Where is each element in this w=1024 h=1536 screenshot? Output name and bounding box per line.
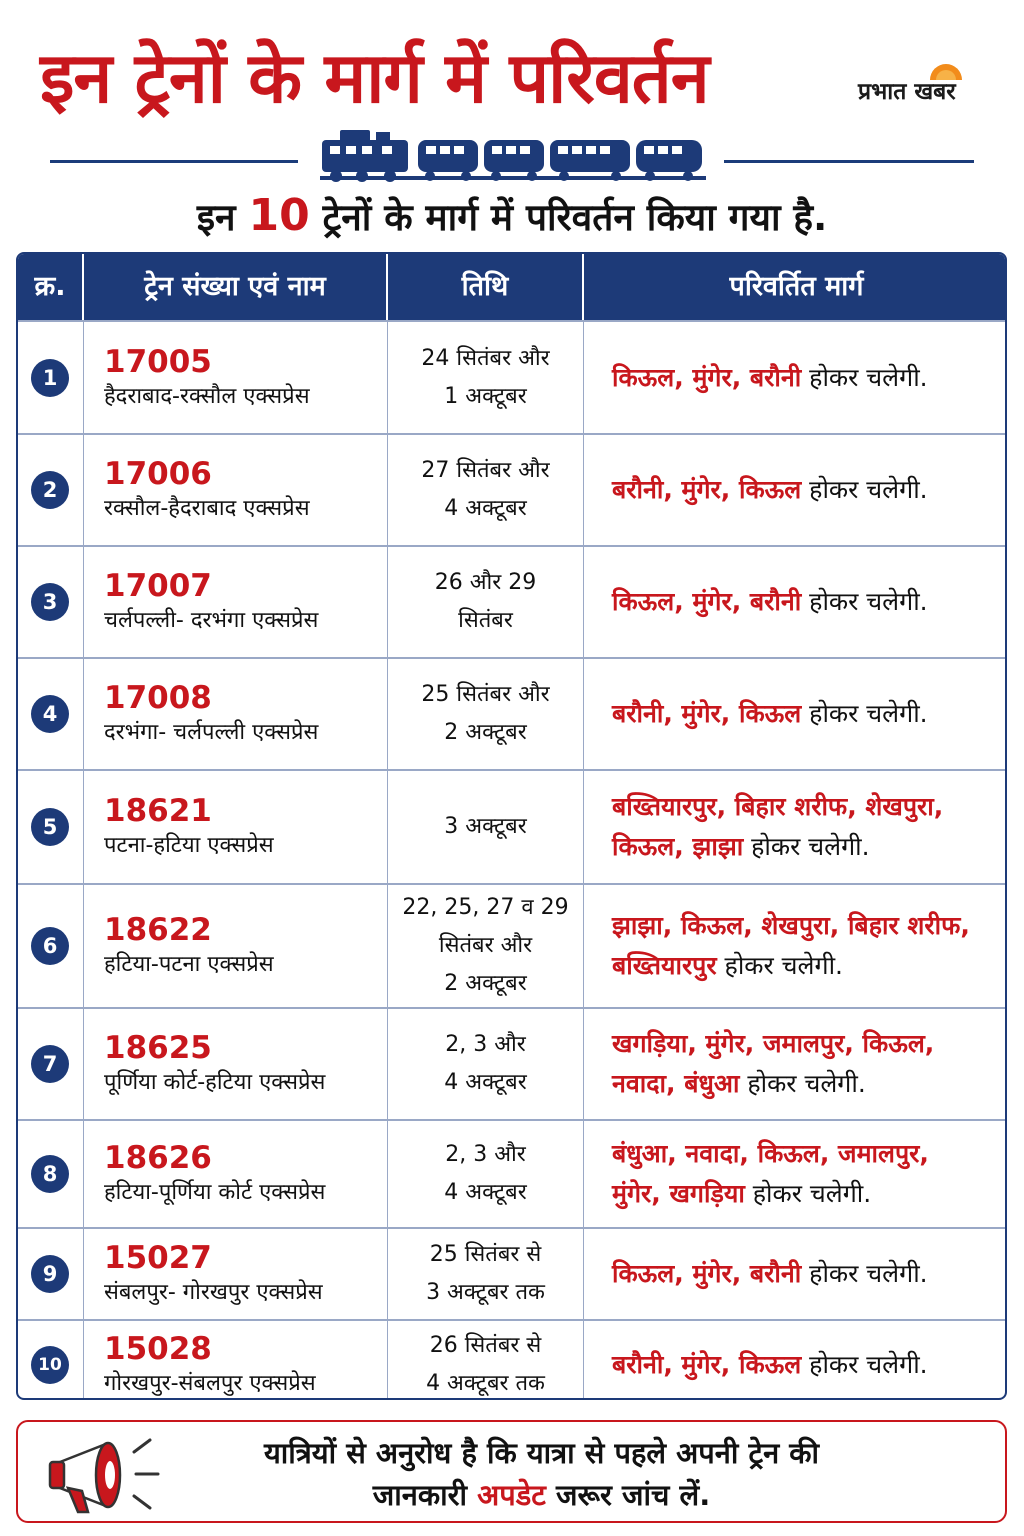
train-info [104, 911, 381, 981]
train-info [104, 1029, 381, 1099]
date-line: 4 अक्टूबर [444, 1070, 527, 1095]
train-name: गोरखपुर-संबलपुर एक्सप्रेस [104, 1371, 316, 1396]
table-row [18, 883, 1005, 1007]
date-line: 25 सितंबर से [429, 1242, 542, 1267]
serial-cell [18, 1121, 84, 1227]
date-line: 2 अक्टूबर [444, 971, 527, 996]
train-name: पूर्णिया कोर्ट-हटिया एक्सप्रेस [104, 1070, 326, 1095]
date-cell [388, 659, 584, 769]
train-name: रक्सौल-हैदराबाद एक्सप्रेस [104, 496, 310, 521]
date-text [392, 1136, 579, 1212]
route-places: किऊल, मुंगेर, बरौनी [612, 587, 802, 616]
serial-badge: 10 [31, 1346, 69, 1384]
train-info [104, 343, 381, 413]
date-cell [388, 1229, 584, 1319]
train-info [104, 1139, 381, 1209]
route-line [612, 1174, 999, 1214]
subtitle-count: 10 [248, 190, 310, 241]
serial-cell [18, 885, 84, 1007]
route-text [612, 694, 999, 734]
route-suffix: होकर चलेगी. [739, 1069, 866, 1098]
train-name: हटिया-पटना एक्सप्रेस [104, 952, 274, 977]
train-info [104, 1239, 381, 1309]
notice-text [208, 1432, 875, 1516]
train-info [104, 679, 381, 749]
train-number: 18622 [104, 912, 212, 948]
table-row [18, 1119, 1005, 1227]
route-line [612, 358, 999, 398]
date-cell [388, 1009, 584, 1119]
date-cell [388, 771, 584, 883]
serial-badge: 1 [31, 359, 69, 397]
route-suffix: होकर चलेगी. [801, 362, 928, 392]
serial-cell [18, 322, 84, 433]
route-suffix: होकर चलेगी. [716, 951, 844, 980]
train-name: पटना-हटिया एक्सप्रेस [104, 833, 274, 858]
serial-badge: 5 [31, 808, 69, 846]
route-text [612, 1024, 999, 1104]
date-cell [388, 885, 584, 1007]
route-change-table [16, 252, 1007, 1400]
route-suffix: होकर चलेगी. [801, 1259, 928, 1288]
date-line: 4 अक्टूबर तक [426, 1371, 545, 1396]
date-line: 3 अक्टूबर तक [426, 1280, 545, 1305]
table-row [18, 433, 1005, 545]
notice-line-2-start: जानकारी [372, 1478, 478, 1512]
serial-cell [18, 547, 84, 657]
date-line: 22, 25, 27 व 29 [402, 895, 569, 920]
train-info [104, 792, 381, 862]
route-places: बरौनी, मुंगेर, किऊल [612, 699, 802, 728]
route-places: मुंगेर, खगड़िया [612, 1179, 745, 1208]
subtitle-after: ट्रेनों के मार्ग में परिवर्तन किया गया है. [309, 196, 828, 239]
table-row [18, 1007, 1005, 1119]
serial-cell [18, 771, 84, 883]
route-places: नवादा, बंधुआ [612, 1069, 740, 1098]
date-text [392, 564, 579, 640]
table-header [18, 254, 1005, 320]
serial-badge: 7 [31, 1045, 69, 1083]
train-name: हटिया-पूर्णिया कोर्ट एक्सप्रेस [104, 1180, 326, 1205]
route-line [612, 1064, 999, 1104]
serial-cell [18, 659, 84, 769]
train-name: संबलपुर- गोरखपुर एक्सप्रेस [104, 1280, 323, 1305]
train-cell [84, 771, 388, 883]
serial-cell [18, 1229, 84, 1319]
route-places: बख्तियारपुर [612, 951, 717, 980]
route-places: किऊल, झाझा [612, 832, 744, 861]
route-places: बरौनी, मुंगेर, किऊल [612, 475, 802, 504]
route-cell [584, 322, 1007, 433]
serial-cell [18, 1009, 84, 1119]
brand-logo [858, 60, 1008, 110]
route-suffix: होकर चलेगी. [744, 1179, 872, 1208]
train-cell [84, 435, 388, 545]
notice-highlight: अपडेट [477, 1478, 546, 1512]
date-line: 26 और 29 [434, 570, 537, 595]
serial-badge: 2 [31, 471, 69, 509]
route-text [612, 787, 999, 867]
date-text [392, 676, 579, 752]
route-suffix: होकर चलेगी. [801, 587, 928, 616]
date-text [392, 452, 579, 528]
date-line: 4 अक्टूबर [444, 496, 527, 521]
route-cell [584, 659, 1007, 769]
route-places: बख्तियारपुर, बिहार शरीफ, शेखपुरा, [612, 792, 944, 821]
serial-badge: 6 [31, 927, 69, 965]
train-info [104, 1330, 381, 1400]
serial-badge: 8 [31, 1155, 69, 1193]
route-suffix: होकर चलेगी. [801, 699, 928, 728]
table-row [18, 1227, 1005, 1319]
date-line: 27 सितंबर और [421, 458, 550, 483]
route-line [612, 1134, 999, 1174]
route-line [612, 827, 999, 867]
divider-line-right [724, 160, 974, 163]
date-text [392, 340, 579, 416]
header-route: परिवर्तित मार्ग [729, 271, 864, 302]
train-number: 17005 [104, 343, 212, 380]
route-line [612, 1254, 999, 1294]
train-cell [84, 1229, 388, 1319]
notice-line-2 [208, 1474, 875, 1516]
divider-line-left [50, 160, 298, 163]
train-info [104, 455, 381, 525]
train-number: 15028 [104, 1331, 212, 1367]
date-line: 1 अक्टूबर [444, 383, 527, 409]
date-text [392, 1236, 579, 1312]
table-row [18, 320, 1005, 433]
route-cell [584, 1009, 1007, 1119]
route-places: बरौनी, मुंगेर, किऊल [612, 1350, 802, 1379]
header-date: तिथि [388, 254, 584, 320]
serial-cell [18, 435, 84, 545]
route-text [612, 1345, 999, 1385]
route-cell [584, 771, 1007, 883]
date-text [392, 889, 579, 1003]
serial-cell [18, 1321, 84, 1400]
date-text [392, 1327, 579, 1400]
train-info [104, 567, 381, 637]
route-text [612, 1254, 999, 1294]
route-suffix: होकर चलेगी. [743, 832, 870, 861]
route-text [612, 358, 999, 398]
train-divider [0, 120, 1024, 190]
notice-line-1: यात्रियों से अनुरोध है कि यात्रा से पहले अपनी ट्रेन की [263, 1436, 820, 1470]
route-suffix: होकर चलेगी. [801, 1350, 928, 1379]
megaphone-icon [38, 1428, 178, 1520]
train-cell [84, 322, 388, 433]
date-line: 4 अक्टूबर [444, 1180, 527, 1205]
route-line [612, 582, 999, 622]
route-cell [584, 435, 1007, 545]
header [0, 0, 1024, 250]
route-line [612, 1345, 999, 1385]
route-suffix: होकर चलेगी. [801, 475, 928, 504]
date-line: 25 सितंबर और [421, 682, 550, 707]
date-line: 3 अक्टूबर [444, 814, 527, 839]
train-name: चर्लपल्ली- दरभंगा एक्सप्रेस [104, 608, 319, 633]
train-cell [84, 1121, 388, 1227]
train-number: 18621 [104, 793, 212, 829]
route-line [612, 906, 999, 946]
train-cell [84, 547, 388, 657]
header-serial: क्र. [18, 254, 84, 320]
train-number: 18625 [104, 1030, 212, 1066]
date-line: 26 सितंबर से [429, 1333, 542, 1358]
train-cell [84, 659, 388, 769]
train-icon [318, 126, 708, 188]
train-name: हैदराबाद-रक्सौल एक्सप्रेस [104, 383, 310, 409]
route-places: बंधुआ, नवादा, किऊल, जमालपुर, [612, 1139, 929, 1168]
train-number: 17008 [104, 680, 212, 716]
date-line: सितंबर और [438, 933, 533, 958]
header-train: ट्रेन संख्या एवं नाम [84, 254, 388, 320]
serial-badge: 3 [31, 583, 69, 621]
route-line [612, 946, 999, 986]
train-number: 17006 [104, 456, 212, 492]
train-number: 18626 [104, 1140, 212, 1176]
date-line: सितंबर [458, 608, 513, 633]
date-line: 2, 3 और [445, 1032, 526, 1057]
route-line [612, 470, 999, 510]
brand-name: प्रभात खबर [858, 79, 956, 105]
subtitle-before: इन [196, 196, 249, 239]
route-line [612, 694, 999, 734]
notice-line-2-end: जरूर जांच लें. [545, 1478, 711, 1512]
table-row [18, 769, 1005, 883]
route-cell [584, 547, 1007, 657]
passenger-notice [16, 1420, 1007, 1523]
table-row [18, 657, 1005, 769]
route-cell [584, 1229, 1007, 1319]
serial-badge: 9 [31, 1255, 69, 1293]
train-cell [84, 1321, 388, 1400]
train-cell [84, 885, 388, 1007]
route-text [612, 582, 999, 622]
route-places: झाझा, किऊल, शेखपुरा, बिहार शरीफ, [612, 911, 970, 940]
table-row [18, 1319, 1005, 1400]
date-line: 24 सितंबर और [421, 345, 550, 371]
date-cell [388, 547, 584, 657]
route-text [612, 470, 999, 510]
route-text [612, 906, 999, 986]
route-cell [584, 885, 1007, 1007]
date-text [392, 808, 579, 846]
page-title: इन ट्रेनों के मार्ग में परिवर्तन [40, 37, 709, 119]
subtitle [0, 190, 1024, 241]
date-cell [388, 435, 584, 545]
train-cell [84, 1009, 388, 1119]
date-text [392, 1026, 579, 1102]
table-row [18, 545, 1005, 657]
route-line [612, 1024, 999, 1064]
date-cell [388, 1121, 584, 1227]
train-number: 17007 [104, 568, 212, 604]
date-cell [388, 1321, 584, 1400]
serial-badge: 4 [31, 695, 69, 733]
route-cell [584, 1321, 1007, 1400]
route-places: किऊल, मुंगेर, बरौनी [612, 1259, 802, 1288]
date-line: 2 अक्टूबर [444, 720, 527, 745]
route-text [612, 1134, 999, 1214]
route-places: खगड़िया, मुंगेर, जमालपुर, किऊल, [612, 1029, 935, 1058]
route-line [612, 787, 999, 827]
train-number: 15027 [104, 1240, 212, 1276]
route-cell [584, 1121, 1007, 1227]
date-cell [388, 322, 584, 433]
train-name: दरभंगा- चर्लपल्ली एक्सप्रेस [104, 720, 319, 745]
date-line: 2, 3 और [445, 1142, 526, 1167]
route-places: किऊल, मुंगेर, बरौनी [612, 362, 802, 392]
